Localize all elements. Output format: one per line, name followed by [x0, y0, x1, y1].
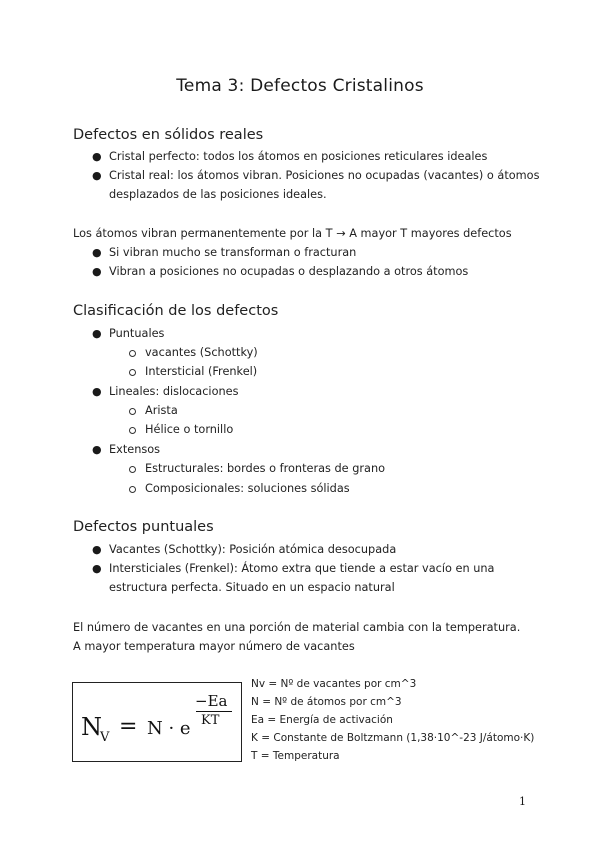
- section-heading-defectos-solidos: Defectos en sólidos reales: [73, 127, 264, 143]
- formula-box: [72, 682, 242, 762]
- list-item-puntuales: Puntuales: [109, 327, 165, 340]
- circle-bullet-icon: [129, 369, 136, 376]
- formula-rhs: N · e: [147, 718, 191, 739]
- circle-bullet-icon: [129, 466, 136, 473]
- section-heading-defectos-puntuales: Defectos puntuales: [73, 519, 214, 535]
- circle-bullet-icon: [129, 408, 136, 415]
- bullet-icon: ●: [92, 543, 102, 556]
- legend-item: T = Temperatura: [251, 750, 340, 762]
- sub-list-item: vacantes (Schottky): [145, 346, 258, 359]
- list-item: Vacantes (Schottky): Posición atómica desocupada: [109, 543, 397, 556]
- list-item: Vibran a posiciones no ocupadas o desplazando a otros átomos: [109, 265, 469, 278]
- page-number: 1: [519, 795, 526, 808]
- bullet-icon: ●: [92, 150, 102, 163]
- circle-bullet-icon: [129, 427, 136, 434]
- bullet-icon: ●: [92, 169, 102, 182]
- bullet-icon: ●: [92, 265, 102, 278]
- paragraph-vacantes-2: A mayor temperatura mayor número de vacantes: [73, 640, 355, 653]
- list-item: Cristal perfecto: todos los átomos en posiciones reticulares ideales: [109, 150, 488, 163]
- sub-list-item: Estructurales: bordes o fronteras de grano: [145, 462, 386, 475]
- paragraph-vibration: Los átomos vibran permanentemente por la T → A mayor T mayores defectos: [73, 227, 512, 240]
- bullet-icon: ●: [92, 327, 102, 340]
- formula-equals: =: [119, 714, 138, 739]
- list-item: Intersticiales (Frenkel): Átomo extra que tiende a estar vacío en una: [109, 562, 495, 575]
- bullet-icon: ●: [92, 246, 102, 259]
- list-item: Cristal real: los átomos vibran. Posiciones no ocupadas (vacantes) o átomos: [109, 169, 540, 182]
- sub-list-item: Composicionales: soluciones sólidas: [145, 482, 350, 495]
- section-heading-clasificacion: Clasificación de los defectos: [73, 303, 279, 319]
- bullet-icon: ●: [92, 562, 102, 575]
- paragraph-vacantes: El número de vacantes en una porción de material cambia con la temperatura.: [73, 621, 521, 634]
- list-item-extensos: Extensos: [109, 443, 161, 456]
- fraction-bar: [196, 711, 232, 712]
- page-title: Tema 3: Defectos Cristalinos: [176, 76, 424, 96]
- list-item-continuation: desplazados de las posiciones ideales.: [109, 188, 327, 201]
- formula-exponent-numerator: −Ea: [195, 692, 228, 710]
- legend-item: N = Nº de átomos por cm^3: [251, 696, 402, 708]
- bullet-icon: ●: [92, 443, 102, 456]
- sub-list-item: Hélice o tornillo: [145, 423, 234, 436]
- list-item: Si vibran mucho se transforman o fracturan: [109, 246, 357, 259]
- sub-list-item: Intersticial (Frenkel): [145, 365, 258, 378]
- list-item-lineales: Lineales: dislocaciones: [109, 385, 239, 398]
- formula-lhs: N: [81, 713, 102, 741]
- legend-item: K = Constante de Boltzmann (1,38·10^-23 J/átomo·K): [251, 732, 535, 744]
- formula-exponent-denominator: KT: [201, 713, 220, 728]
- legend-item: Ea = Energía de activación: [251, 714, 393, 726]
- bullet-icon: ●: [92, 385, 102, 398]
- legend-item: Nv = Nº de vacantes por cm^3: [251, 678, 417, 690]
- sub-list-item: Arista: [145, 404, 178, 417]
- formula-subscript: V: [100, 730, 110, 745]
- circle-bullet-icon: [129, 486, 136, 493]
- list-item-continuation: estructura perfecta. Situado en un espacio natural: [109, 581, 395, 594]
- circle-bullet-icon: [129, 350, 136, 357]
